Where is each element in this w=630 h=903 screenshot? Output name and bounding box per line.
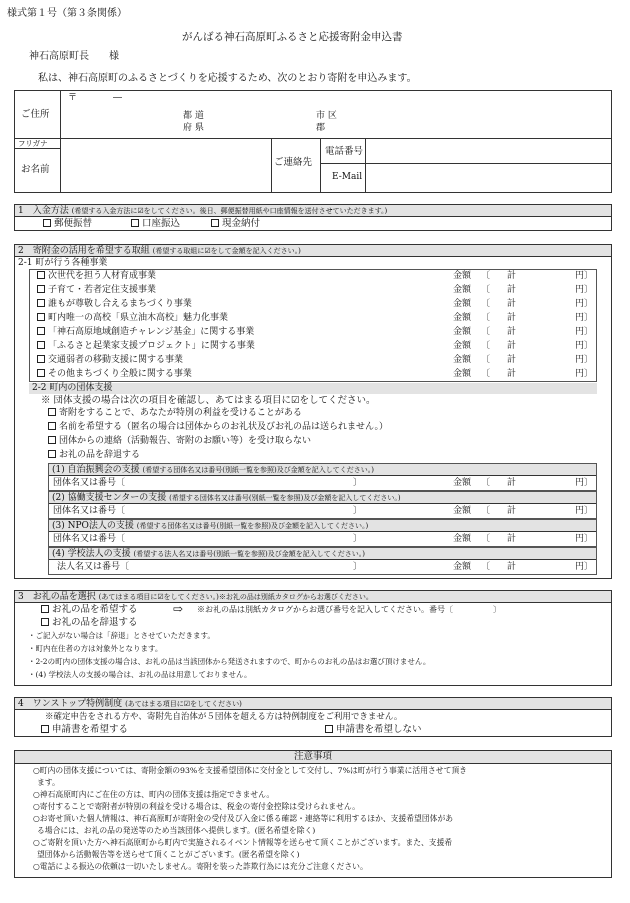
city-label-1: 市 区 bbox=[316, 111, 337, 121]
group-field-1[interactable]: 団体名又は番号〔 〕 bbox=[53, 478, 363, 488]
form-number: 様式第１号（第３条関係） bbox=[7, 8, 127, 19]
postal-code-field[interactable]: 〒 ― bbox=[68, 93, 123, 103]
gift-number-field[interactable]: ※お礼の品は別紙カタログからお選び番号を記入してください。番号〔 〕 bbox=[197, 605, 501, 614]
onestop-option-decline[interactable]: 申請書を希望しない bbox=[325, 724, 422, 736]
project-item-7[interactable]: 交通弱者の移動支援に関する事業 bbox=[37, 355, 183, 366]
project-item-6[interactable]: 「ふるさと起業家支援プロジェクト」に関する事業 bbox=[37, 341, 255, 352]
onestop-desc: ※確定申告をされる方や、寄附先自治体が５団体を超える方は特例制度をご利用できません。 bbox=[45, 712, 403, 722]
checkbox[interactable] bbox=[37, 271, 45, 279]
group-check-4[interactable]: お礼の品を辞退する bbox=[48, 450, 140, 461]
furigana-label: フリガナ bbox=[18, 139, 48, 148]
address-label: ご住所 bbox=[21, 109, 50, 120]
gift-option-want[interactable]: お礼の品を希望する bbox=[41, 604, 138, 616]
checkbox[interactable] bbox=[41, 618, 49, 626]
name-field[interactable] bbox=[61, 149, 270, 191]
project-list: 次世代を担う人材育成事業 子育て・若者定住支援事業 誰もが尊敬し合えるまちづくり事業 町内唯一の高校「県立油木高校」魅力化事業 「神石高原地域創造チャレンジ基金」に関する事業 「ふるさと起業家支援プロジェクト」に関する事業 交通弱者の移動支援に関する事業 その他まちづくり全般に関する事業 金額 〔 計 円〕 金額 〔 計 円〕 金額 〔 計 円〕 金額 〔 計 円〕 金額 〔 計 円〕 金額 〔 計 円〕 金額 〔 計 円〕 金額 〔 計 円〕 bbox=[29, 269, 597, 382]
subsection-town-projects: 2-1 町が行う各種事業 bbox=[18, 258, 108, 268]
note-line-8: 望団体から活動報告等を送らせて頂くことがございます。(匿名希望を除く) bbox=[37, 850, 300, 859]
name-label: お名前 bbox=[21, 164, 50, 175]
group-check-3[interactable]: 団体からの連絡（活動報告、寄附のお願い等）を受け取らない bbox=[48, 436, 311, 447]
gift-option-decline[interactable]: お礼の品を辞退する bbox=[41, 617, 138, 629]
checkbox[interactable] bbox=[211, 219, 219, 227]
checkbox[interactable] bbox=[37, 369, 45, 377]
usage-title: 2 寄附金の活用を希望する取組 (希望する取組に☑をして金額を記入ください。) bbox=[18, 246, 301, 256]
group-box-2: (2) 協働支援センターの支援 (希望する団体名又は番号(別紙一覧を参照)及び金額を記入してください。) 団体名又は番号〔 〕 金額 〔 計 円〕 bbox=[48, 491, 597, 519]
section-payment-method bbox=[14, 204, 612, 231]
gift-note-2: ・町内在住者の方は対象外となります。 bbox=[28, 644, 163, 653]
gift-note-4: ・(4) 学校法人の支援の場合は、お礼の品は用意しておりません。 bbox=[28, 670, 252, 679]
group-box-4: (4) 学校法人の支援 (希望する法人名又は番号(別紙一覧を参照)及び金額を記入してください。) 法人名又は番号〔 〕 金額 〔 計 円〕 bbox=[48, 547, 597, 575]
checkbox[interactable] bbox=[43, 219, 51, 227]
group-field-3[interactable]: 団体名又は番号〔 〕 bbox=[53, 534, 363, 544]
prefecture-label-2: 府 県 bbox=[183, 123, 204, 133]
onestop-option-want[interactable]: 申請書を希望する bbox=[41, 724, 128, 736]
email-label: E-Mail bbox=[332, 172, 363, 182]
project-item-2[interactable]: 子育て・若者定住支援事業 bbox=[37, 285, 156, 296]
note-line-5: ○お寄せ頂いた個人情報は、神石高原町が寄附金の受付及び入金に係る確認・連絡等に利用するほか、支援希望団体があ bbox=[33, 814, 454, 823]
gift-note-3: ・2-2の町内の団体支援の場合は、お礼の品は当該団体から発送されますので、町からのお礼の品はお選び頂けません。 bbox=[28, 657, 431, 666]
group-support-notice: ※ 団体支援の場合は次の項目を確認し、あてはまる項目に☑をしてください。 bbox=[41, 395, 376, 406]
contact-label: ご連絡先 bbox=[274, 157, 313, 168]
checkbox[interactable] bbox=[37, 313, 45, 321]
group-title-4: (4) 学校法人の支援 (希望する法人名又は番号(別紙一覧を参照)及び金額を記入してください。) bbox=[52, 549, 365, 559]
checkbox[interactable] bbox=[48, 408, 56, 416]
onestop-title: 4 ワンストップ特例制度 (あてはまる項目に☑をしてください) bbox=[18, 699, 242, 709]
gift-note-1: ・ご記入がない場合は「辞退」とさせていただきます。 bbox=[28, 631, 215, 640]
payment-option-cash[interactable]: 現金納付 bbox=[211, 218, 260, 230]
group-field-4[interactable]: 法人名又は番号〔 〕 bbox=[57, 562, 363, 572]
section-onestop bbox=[14, 697, 612, 737]
city-label-2: 郡 bbox=[316, 123, 326, 133]
group-check-1[interactable]: 寄附をすることで、あなたが特別の利益を受けることがある bbox=[48, 408, 302, 419]
applicant-table bbox=[14, 90, 612, 193]
gift-title: 3 お礼の品を選択 (あてはまる項目に☑をしてください。)※お礼の品は別紙カタログからお選びください。 bbox=[18, 592, 373, 602]
prefecture-label-1: 都 道 bbox=[183, 111, 204, 121]
project-item-1[interactable]: 次世代を担う人材育成事業 bbox=[37, 271, 156, 282]
note-line-4: ○寄付することで寄附者が特別の利益を受ける場合は、税金の寄付金控除は受けられません。 bbox=[33, 802, 360, 811]
project-item-5[interactable]: 「神石高原地域創造チャレンジ基金」に関する事業 bbox=[37, 327, 254, 338]
note-line-2: ます。 bbox=[37, 778, 60, 787]
note-line-6: る場合には、お礼の品の発送等のため当該団体へ提供します。(匿名希望を除く) bbox=[37, 826, 316, 835]
payment-method-title: 1 入金方法 (希望する入金方法に☑をしてください。後日、郵便振替用紙や口座情報を送付させていただきます。) bbox=[18, 206, 388, 216]
note-line-3: ○神石高原町内にご在住の方は、町内の団体支援は指定できません。 bbox=[33, 790, 275, 799]
email-field[interactable] bbox=[366, 164, 610, 191]
group-box-3: (3) NPO法人の支援 (希望する団体名又は番号(別紙一覧を参照)及び金額を記入してください。) 団体名又は番号〔 〕 金額 〔 計 円〕 bbox=[48, 519, 597, 547]
phone-label: 電話番号 bbox=[325, 146, 364, 157]
checkbox[interactable] bbox=[325, 725, 333, 733]
section-donation-usage bbox=[14, 244, 612, 579]
group-title-2: (2) 協働支援センターの支援 (希望する団体名又は番号(別紙一覧を参照)及び金額を記入してください。) bbox=[52, 493, 401, 503]
notes-box bbox=[14, 750, 612, 878]
addressee: 神石高原町長 様 bbox=[29, 51, 119, 62]
checkbox[interactable] bbox=[37, 341, 45, 349]
section-gift-selection bbox=[14, 590, 612, 686]
checkbox[interactable] bbox=[37, 355, 45, 363]
payment-option-bank[interactable]: 口座振込 bbox=[131, 218, 180, 230]
group-title-1: (1) 自治振興会の支援 (希望する団体名又は番号(別紙一覧を参照)及び金額を記入してください。) bbox=[52, 465, 374, 475]
checkbox[interactable] bbox=[48, 436, 56, 444]
form-title: がんばる神石高原町ふるさと応援寄附金申込書 bbox=[182, 31, 403, 43]
checkbox[interactable] bbox=[37, 285, 45, 293]
intro-text: 私は、神石高原町のふるさとづくりを応援するため、次のとおり寄附を申込みます。 bbox=[38, 73, 417, 84]
note-line-1: ○町内の団体支援については、寄附金額の93%を支援希望団体に交付金として交付し、7%は町が行う事業に活用させて頂き bbox=[33, 766, 467, 775]
group-box-1: (1) 自治振興会の支援 (希望する団体名又は番号(別紙一覧を参照)及び金額を記入してください。) 団体名又は番号〔 〕 金額 〔 計 円〕 bbox=[48, 463, 597, 491]
subsection-group-support: 2-2 町内の団体支援 bbox=[29, 383, 597, 394]
project-item-4[interactable]: 町内唯一の高校「県立油木高校」魅力化事業 bbox=[37, 313, 228, 324]
note-line-7: ○ご寄附を頂いた方へ神石高原町から町内で実施されるイベント情報等を送らせて頂くことがございます。また、支援希 bbox=[33, 838, 453, 847]
checkbox[interactable] bbox=[131, 219, 139, 227]
checkbox[interactable] bbox=[41, 605, 49, 613]
checkbox[interactable] bbox=[41, 725, 49, 733]
checkbox[interactable] bbox=[37, 327, 45, 335]
group-title-3: (3) NPO法人の支援 (希望する団体名又は番号(別紙一覧を参照)及び金額を記入してください。) bbox=[52, 521, 369, 531]
group-check-2[interactable]: 名前を希望する（匿名の場合は団体からのお礼状及びお礼の品は送られません。） bbox=[48, 422, 388, 433]
checkbox[interactable] bbox=[37, 299, 45, 307]
note-line-9: ○電話による振込の依頼は一切いたしません。寄附を装った詐欺行為には充分ご注意ください。 bbox=[33, 862, 368, 871]
phone-field[interactable] bbox=[366, 139, 610, 162]
project-item-3[interactable]: 誰もが尊敬し合えるまちづくり事業 bbox=[37, 299, 192, 310]
group-field-2[interactable]: 団体名又は番号〔 〕 bbox=[53, 506, 363, 516]
payment-option-postal[interactable]: 郵便振替 bbox=[43, 218, 92, 230]
checkbox[interactable] bbox=[48, 422, 56, 430]
checkbox[interactable] bbox=[48, 450, 56, 458]
notes-title: 注意事項 bbox=[15, 751, 611, 764]
arrow-right-icon: ⇨ bbox=[173, 602, 184, 616]
project-item-8[interactable]: その他まちづくり全般に関する事業 bbox=[37, 369, 192, 380]
